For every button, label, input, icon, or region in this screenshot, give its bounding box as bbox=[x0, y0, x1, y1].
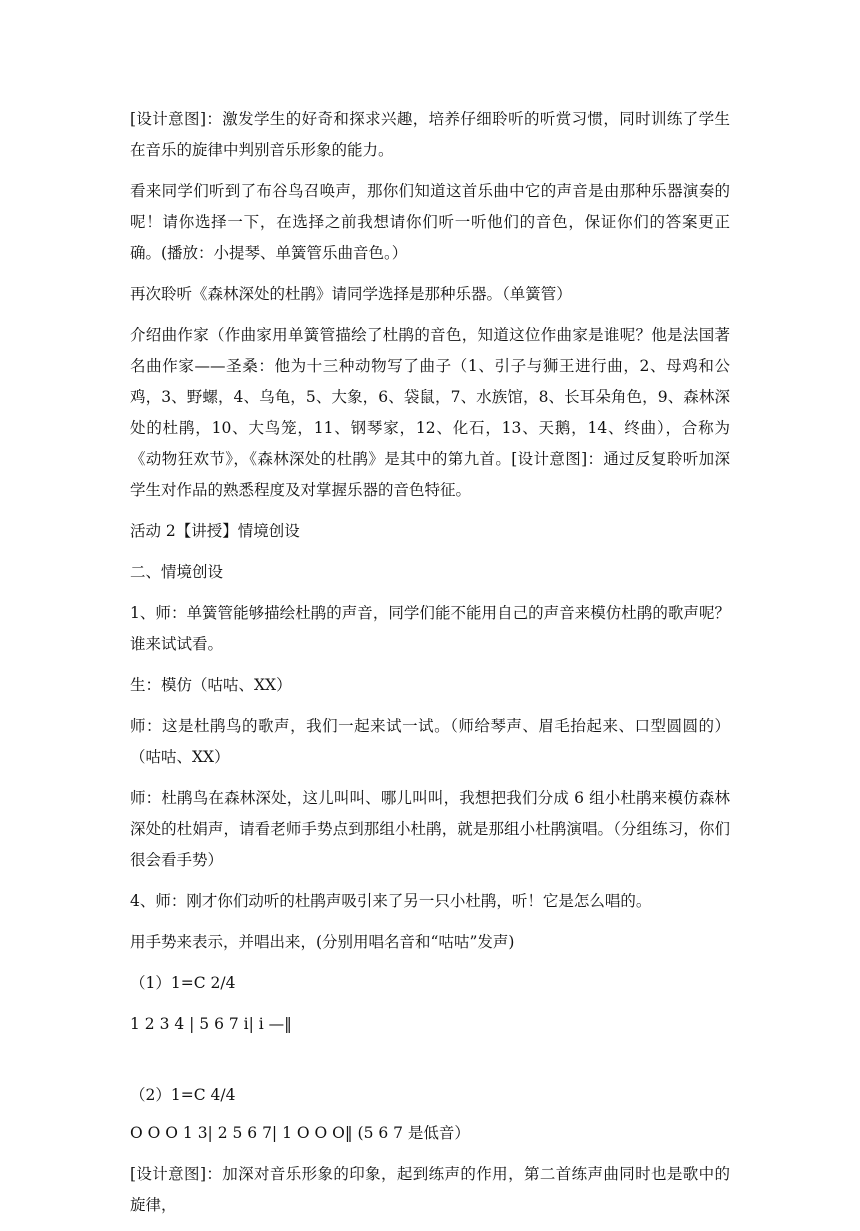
document-body bbox=[130, 104, 730, 1231]
exercise-2-key: （2）1=C 4/4 bbox=[130, 1086, 236, 1104]
group-practice-paragraph: 师：杜鹃鸟在森林深处，这儿叫叫、哪儿叫叫，我想把我们分成 6 组小杜鹃来模仿森林深处的杜娟声，请看老师手势点到那组小杜鹃，就是那组小杜鹃演唱。（分组练习，你们很会看手势） bbox=[130, 789, 730, 869]
teacher-try-paragraph: 师：这是杜鹃鸟的歌声，我们一起来试一试。（师给琴声、眉毛抬起来、口型圆圆的）（咕咕、XX） bbox=[130, 717, 730, 766]
blank-line bbox=[130, 1050, 730, 1080]
exercise-1-notation: 1 2 3 4 | 5 6 7 i| i —‖ bbox=[130, 1015, 292, 1033]
gesture-instruction-line: 用手势来表示，并唱出来，(分别用唱名音和“咕咕”发声) bbox=[130, 933, 515, 951]
section-heading: 二、情境创设 bbox=[130, 563, 224, 581]
teacher-listen-paragraph: 4、师：刚才你们动听的杜鹃声吸引来了另一只小杜鹃，听！它是怎么唱的。 bbox=[130, 892, 652, 910]
exercise-2-notation: O O O 1 3| 2 5 6 7| 1 O O O‖ (5 6 7 是低音） bbox=[130, 1124, 470, 1142]
teacher-question-paragraph: 1、师：单簧管能够描绘杜鹃的声音，同学们能不能用自己的声音来模仿杜鹃的歌声呢？谁来试试看。 bbox=[130, 604, 730, 653]
activity-heading: 活动 2【讲授】情境创设 bbox=[130, 522, 300, 540]
design-intent-paragraph-2: [设计意图]：加深对音乐形象的印象，起到练声的作用，第二首练声曲同时也是歌中的旋律， bbox=[130, 1165, 730, 1214]
instrument-question-paragraph: 看来同学们听到了布谷鸟召唤声，那你们知道这首乐曲中它的声音是由那种乐器演奏的呢！请你选择一下，在选择之前我想请你们听一听他们的音色，保证你们的答案更正确。(播放：小提琴、单簧管乐曲音色。） bbox=[130, 182, 730, 262]
exercise-1-key: （1）1=C 2/4 bbox=[130, 974, 236, 992]
student-response-line: 生：模仿（咕咕、XX） bbox=[130, 676, 292, 694]
design-intent-paragraph: [设计意图]：激发学生的好奇和探求兴趣，培养仔细聆听的听赏习惯，同时训练了学生在音乐的旋律中判别音乐形象的能力。 bbox=[130, 110, 730, 159]
listen-again-paragraph: 再次聆听《森林深处的杜鹃》请同学选择是那种乐器。（单簧管） bbox=[130, 285, 572, 303]
composer-intro-paragraph: 介绍曲作家（作曲家用单簧管描绘了杜鹃的音色，知道这位作曲家是谁呢？他是法国著名曲作家——圣桑：他为十三种动物写了曲子（1、引子与狮王进行曲，2、母鸡和公鸡，3、野螺，4、乌龟，5、大象，6、袋鼠，7、水族馆，8、长耳朵角色，9、森林深处的杜鹃，10、大鸟笼，11、钢琴家，12、化石，13、天鹅，14、终曲），合称为《动物狂欢节》，《森林深处的杜鹃》是其中的第九首。[设计意图]：通过反复聆听加深学生对作品的熟悉程度及对掌握乐器的音色特征。 bbox=[130, 326, 730, 499]
